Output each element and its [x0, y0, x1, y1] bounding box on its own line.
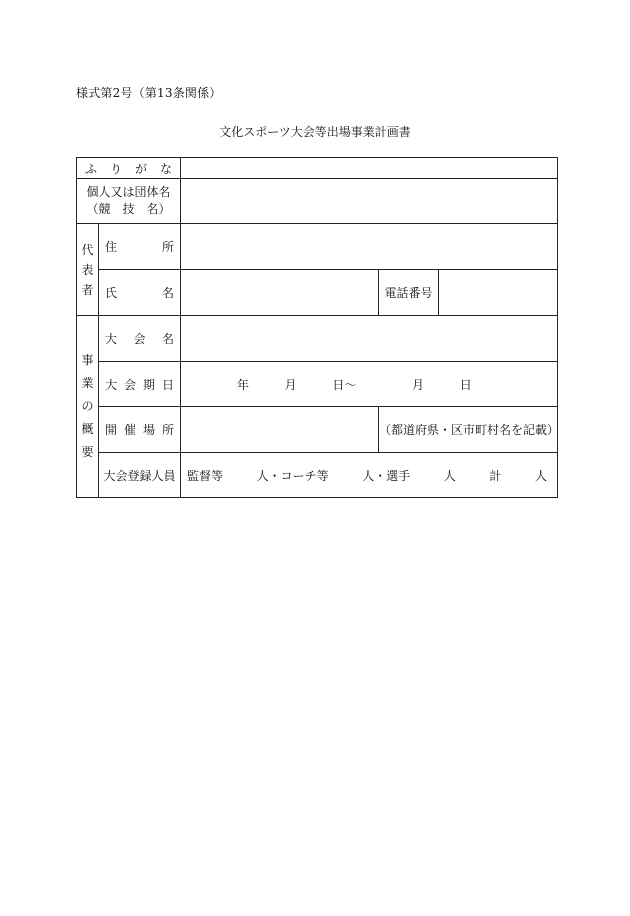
rep-name-row	[77, 270, 558, 316]
event-period-label-char-3: 期	[142, 377, 155, 392]
event-period-label-char-1: 大	[105, 377, 118, 392]
applicant-name-row	[77, 179, 558, 224]
furigana-label	[77, 158, 181, 179]
registered-members-field[interactable]	[181, 453, 558, 498]
registered-members-label: 大会登録人員	[99, 453, 181, 498]
furigana-field[interactable]	[181, 158, 558, 179]
period-month-to-unit: 月	[412, 377, 425, 392]
overview-group-char-2: 業	[81, 376, 94, 390]
period-day-from-unit: 日〜	[332, 377, 357, 392]
rep-group-char-2: 表	[81, 262, 94, 277]
rep-group-char-3: 者	[81, 282, 94, 297]
rep-name-label-char-1: 氏	[105, 286, 118, 300]
form-number: 様式第2号（第13条関係）	[76, 86, 222, 100]
event-name-row	[77, 316, 558, 362]
venue-row	[77, 407, 558, 453]
event-period-row	[77, 362, 558, 407]
rep-name-label	[99, 270, 181, 316]
address-label-char-1: 住	[105, 240, 118, 254]
application-form-table	[76, 157, 558, 498]
reg-players-unit: 人	[443, 468, 456, 483]
phone-field[interactable]	[439, 270, 558, 316]
overview-group-char-4: 概	[81, 422, 94, 436]
applicant-name-label	[77, 179, 181, 224]
address-label	[99, 224, 181, 270]
overview-group-char-3: の	[81, 399, 94, 413]
address-row	[77, 224, 558, 270]
event-period-label	[99, 362, 181, 407]
overview-group-char-1: 事	[81, 353, 94, 367]
phone-label: 電話番号	[379, 270, 439, 316]
furigana-char-4: な	[159, 161, 172, 176]
reg-directors-label: 監督等	[187, 468, 224, 483]
furigana-row	[77, 158, 558, 179]
venue-field[interactable]	[181, 407, 379, 453]
event-name-field[interactable]	[181, 316, 558, 362]
event-name-label-char-1: 大	[105, 332, 118, 346]
venue-label-char-4: 所	[161, 423, 174, 437]
venue-label-char-3: 場	[142, 423, 155, 437]
applicant-name-field[interactable]	[181, 179, 558, 224]
representative-group-label	[77, 224, 99, 316]
event-name-label-char-2: 会	[133, 332, 146, 346]
venue-note: （都道府県・区市町村名を記載）	[379, 407, 558, 453]
period-year-unit: 年	[237, 377, 250, 392]
period-day-to-unit: 日	[459, 377, 472, 392]
applicant-name-label-line1: 個人又は団体名	[86, 185, 171, 199]
event-period-label-char-4: 日	[161, 377, 174, 392]
rep-group-char-1: 代	[81, 242, 94, 257]
document-title: 文化スポーツ大会等出場事業計画書	[219, 125, 411, 139]
applicant-name-label-line2: （競 技 名）	[86, 202, 171, 216]
period-month-unit: 月	[284, 377, 297, 392]
event-period-field[interactable]	[181, 362, 558, 407]
venue-label	[99, 407, 181, 453]
overview-group-label	[77, 316, 99, 498]
event-name-label-char-3: 名	[161, 332, 174, 346]
event-name-label	[99, 316, 181, 362]
rep-name-label-char-2: 名	[161, 286, 174, 300]
reg-total-unit: 人	[534, 468, 547, 483]
overview-group-char-5: 要	[81, 445, 94, 459]
furigana-char-2: り	[109, 161, 122, 176]
address-label-char-2: 所	[161, 240, 174, 254]
reg-coaches-label: 人・コーチ等	[256, 468, 329, 483]
venue-label-char-1: 開	[105, 423, 118, 437]
event-period-label-char-2: 会	[123, 377, 136, 392]
address-field[interactable]	[181, 224, 558, 270]
furigana-char-3: が	[134, 161, 147, 176]
venue-label-char-2: 催	[123, 423, 136, 437]
reg-total-label: 計	[489, 468, 502, 483]
furigana-char-1: ふ	[85, 161, 98, 176]
rep-name-field[interactable]	[181, 270, 379, 316]
reg-players-label: 人・選手	[362, 468, 411, 483]
registered-members-row	[77, 453, 558, 498]
